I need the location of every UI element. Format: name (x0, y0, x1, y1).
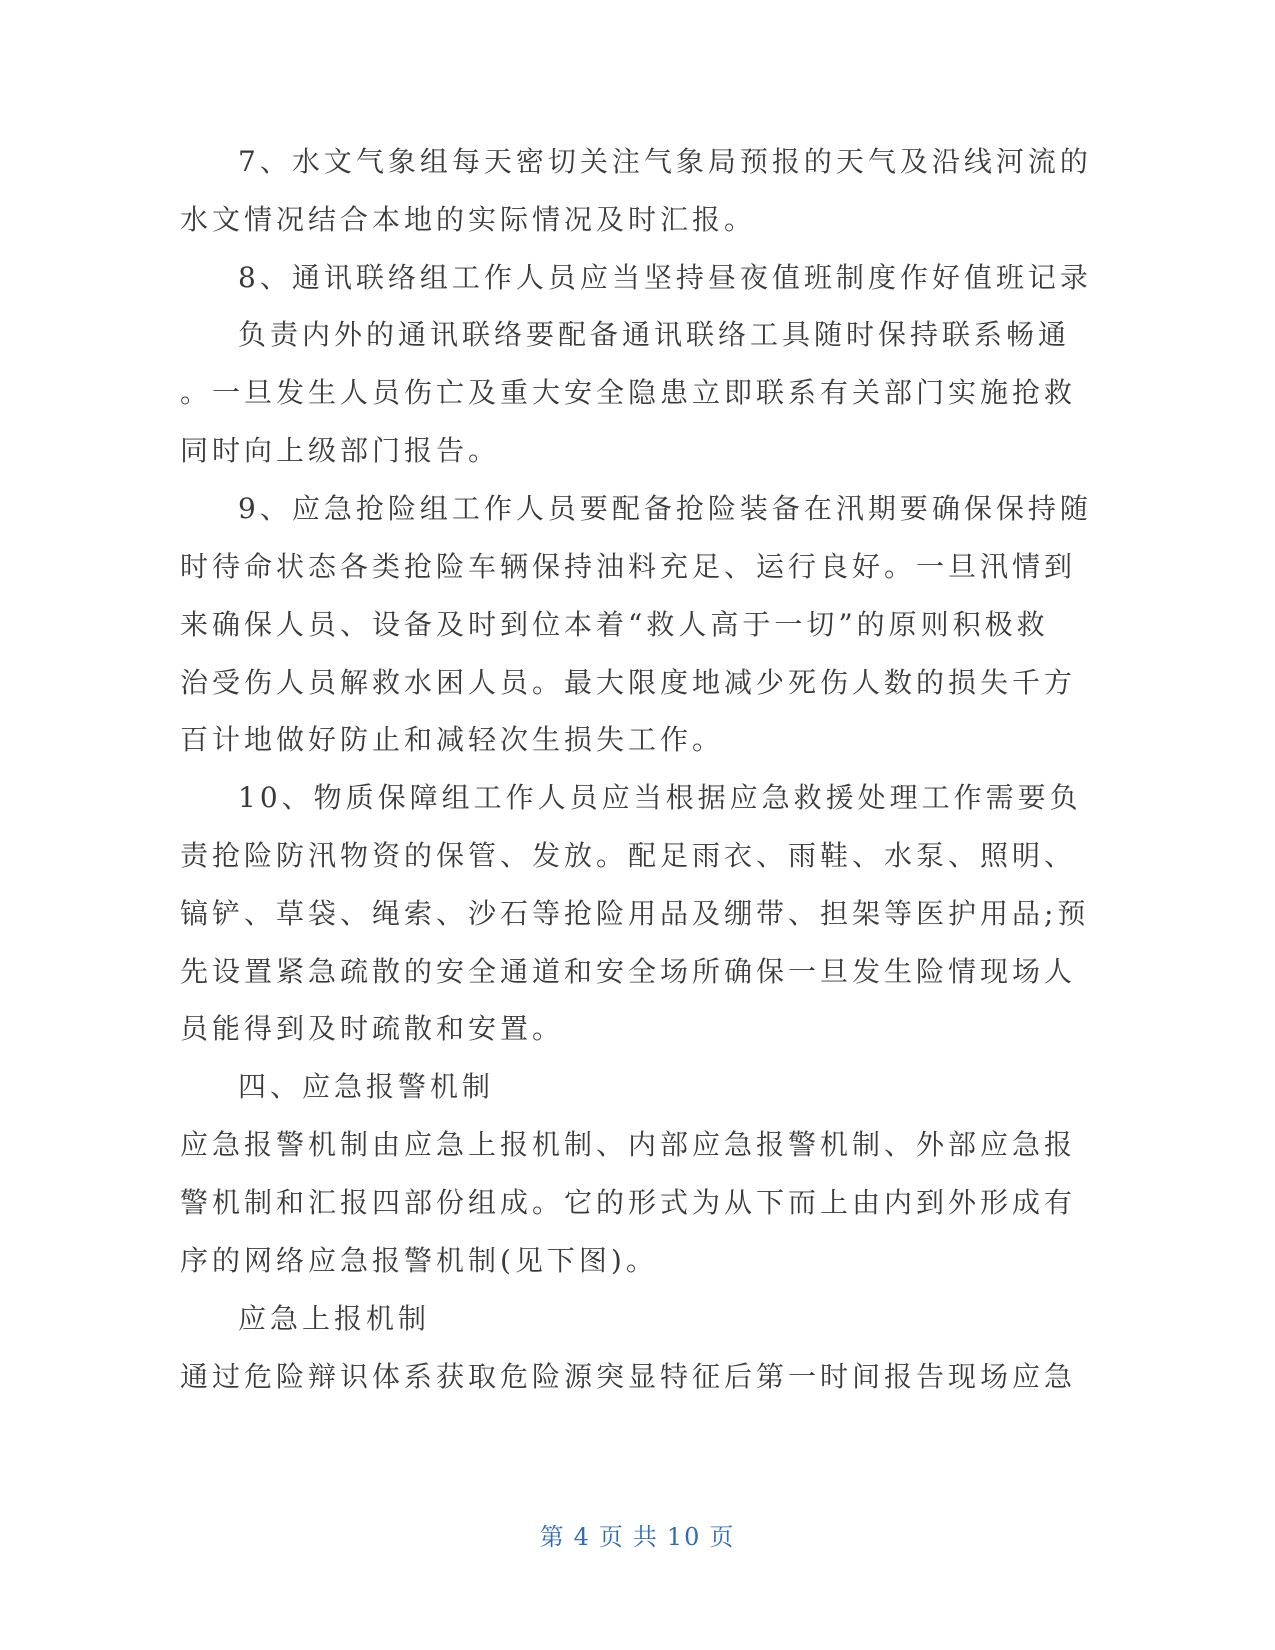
text-line: 10、物质保障组工作人员应当根据应急救援处理工作需要负 (238, 781, 1082, 814)
current-page-number: 4 (573, 1523, 591, 1551)
text-line: 先设置紧急疏散的安全通道和安全场所确保一旦发生险情现场人 (180, 955, 1077, 988)
text-line: 9、应急抢险组工作人员要配备抢险装备在汛期要确保保持随 (238, 492, 1092, 525)
footer-total-label: 共 (632, 1523, 659, 1551)
text-line: 通过危险辩识体系获取危险源突显特征后第一时间报告现场应急 (180, 1360, 1077, 1393)
footer-suffix: 页 (709, 1523, 736, 1551)
text-line: 7、水文气象组每天密切关注气象局预报的天气及沿线河流的 (238, 145, 1092, 178)
text-line: 时待命状态各类抢险车辆保持油料充足、运行良好。一旦汛情到 (180, 550, 1077, 583)
total-page-number: 10 (666, 1523, 702, 1551)
text-line: 序的网络应急报警机制(见下图)。 (180, 1244, 658, 1277)
text-line: 镐铲、草袋、绳索、沙石等抢险用品及绷带、担架等医护用品;预 (180, 897, 1090, 930)
text-line: 百计地做好防止和减轻次生损失工作。 (180, 723, 725, 756)
text-line: 水文情况结合本地的实际情况及时汇报。 (180, 203, 757, 236)
text-line: 应急报警机制由应急上报机制、内部应急报警机制、外部应急报 (180, 1128, 1077, 1161)
text-line: 8、通讯联络组工作人员应当坚持昼夜值班制度作好值班记录 (238, 261, 1092, 294)
section-heading: 四、应急报警机制 (238, 1070, 495, 1103)
text-line: 来确保人员、设备及时到位本着“救人高于一切”的原则积极救 (180, 608, 1049, 641)
text-line: 治受伤人员解救水困人员。最大限度地减少死伤人数的损失千方 (180, 666, 1077, 699)
text-line: 负责内外的通讯联络要配备通讯联络工具随时保持联系畅通 (238, 318, 1071, 351)
text-line: 同时向上级部门报告。 (180, 434, 501, 467)
footer-prefix: 第 (539, 1523, 566, 1551)
text-line: 警机制和汇报四部份组成。它的形式为从下而上由内到外形成有 (180, 1186, 1077, 1219)
subsection-heading: 应急上报机制 (238, 1302, 431, 1335)
footer-page-label: 页 (598, 1523, 625, 1551)
text-line: 员能得到及时疏散和安置。 (180, 1012, 565, 1045)
text-line: 。一旦发生人员伤亡及重大安全隐患立即联系有关部门实施抢救 (180, 376, 1077, 409)
text-line: 责抢险防汛物资的保管、发放。配足雨衣、雨鞋、水泵、照明、 (180, 839, 1077, 872)
page-number-footer (0, 1520, 1275, 1554)
